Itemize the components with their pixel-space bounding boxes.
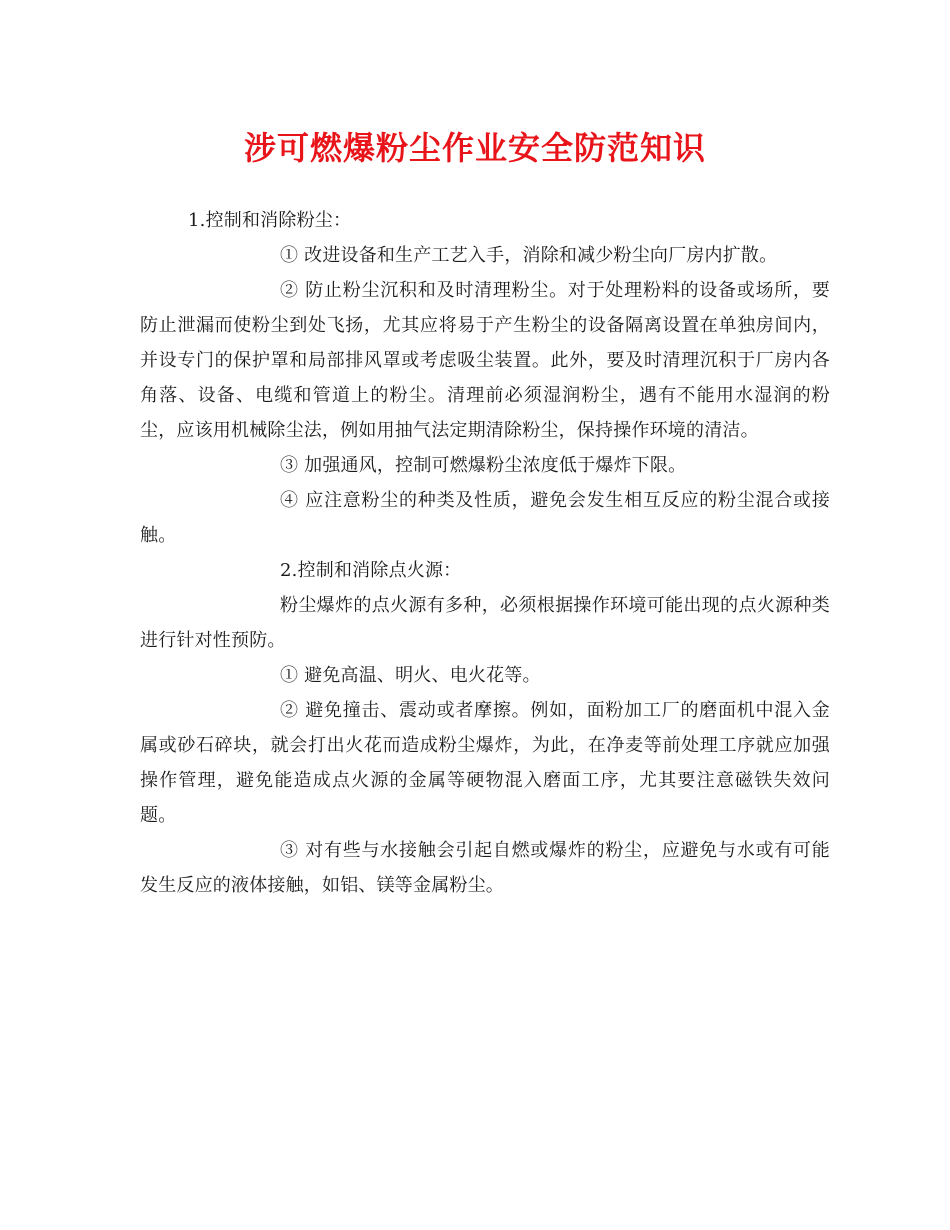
paragraph-dust-3: ③ 加强通风，控制可燃爆粉尘浓度低于爆炸下限。: [280, 455, 687, 476]
document-title: 涉可燃爆粉尘作业安全防范知识: [243, 129, 706, 167]
paragraph-ignition-1: ① 避免高温、明火、电火花等。: [280, 665, 541, 686]
paragraph-dust-1: ① 改进设备和生产工艺入手，消除和减少粉尘向厂房内扩散。: [280, 245, 778, 266]
section-heading-dust: 1.控制和消除粉尘：: [188, 210, 352, 231]
paragraph-dust-4: ④ 应注意粉尘的种类及性质，避免会发生相互反应的粉尘混合或接触。: [140, 490, 830, 546]
paragraph-dust-2: ② 防止粉尘沉积和及时清理粉尘。对于处理粉料的设备或场所，要防止泄漏而使粉尘到处飞扬，尤其应将易于产生粉尘的设备隔离设置在单独房间内，并设专门的保护罩和局部排风罩或考虑吸尘装置。此外，要及时清理沉积于厂房内各角落、设备、电缆和管道上的粉尘。清理前必须湿润粉尘，遇有不能用水湿润的粉尘，应该用机械除尘法，例如用抽气法定期清除粉尘，保持操作环境的清洁。: [140, 280, 830, 441]
document-body: [140, 203, 830, 903]
paragraph-ignition-2: ② 避免撞击、震动或者摩擦。例如，面粉加工厂的磨面机中混入金属或砂石碎块，就会打出火花而造成粉尘爆炸，为此，在净麦等前处理工序就应加强操作管理，避免能造成点火源的金属等硬物混入磨面工序，尤其要注意磁铁失效问题。: [140, 700, 830, 826]
paragraph-ignition-3: ③ 对有些与水接触会引起自燃或爆炸的粉尘，应避免与水或有可能发生反应的液体接触，如铝、镁等金属粉尘。: [140, 840, 830, 896]
paragraph-ignition-intro: 粉尘爆炸的点火源有多种，必须根据操作环境可能出现的点火源种类进行针对性预防。: [140, 595, 830, 651]
section-heading-ignition: 2.控制和消除点火源：: [280, 560, 462, 581]
